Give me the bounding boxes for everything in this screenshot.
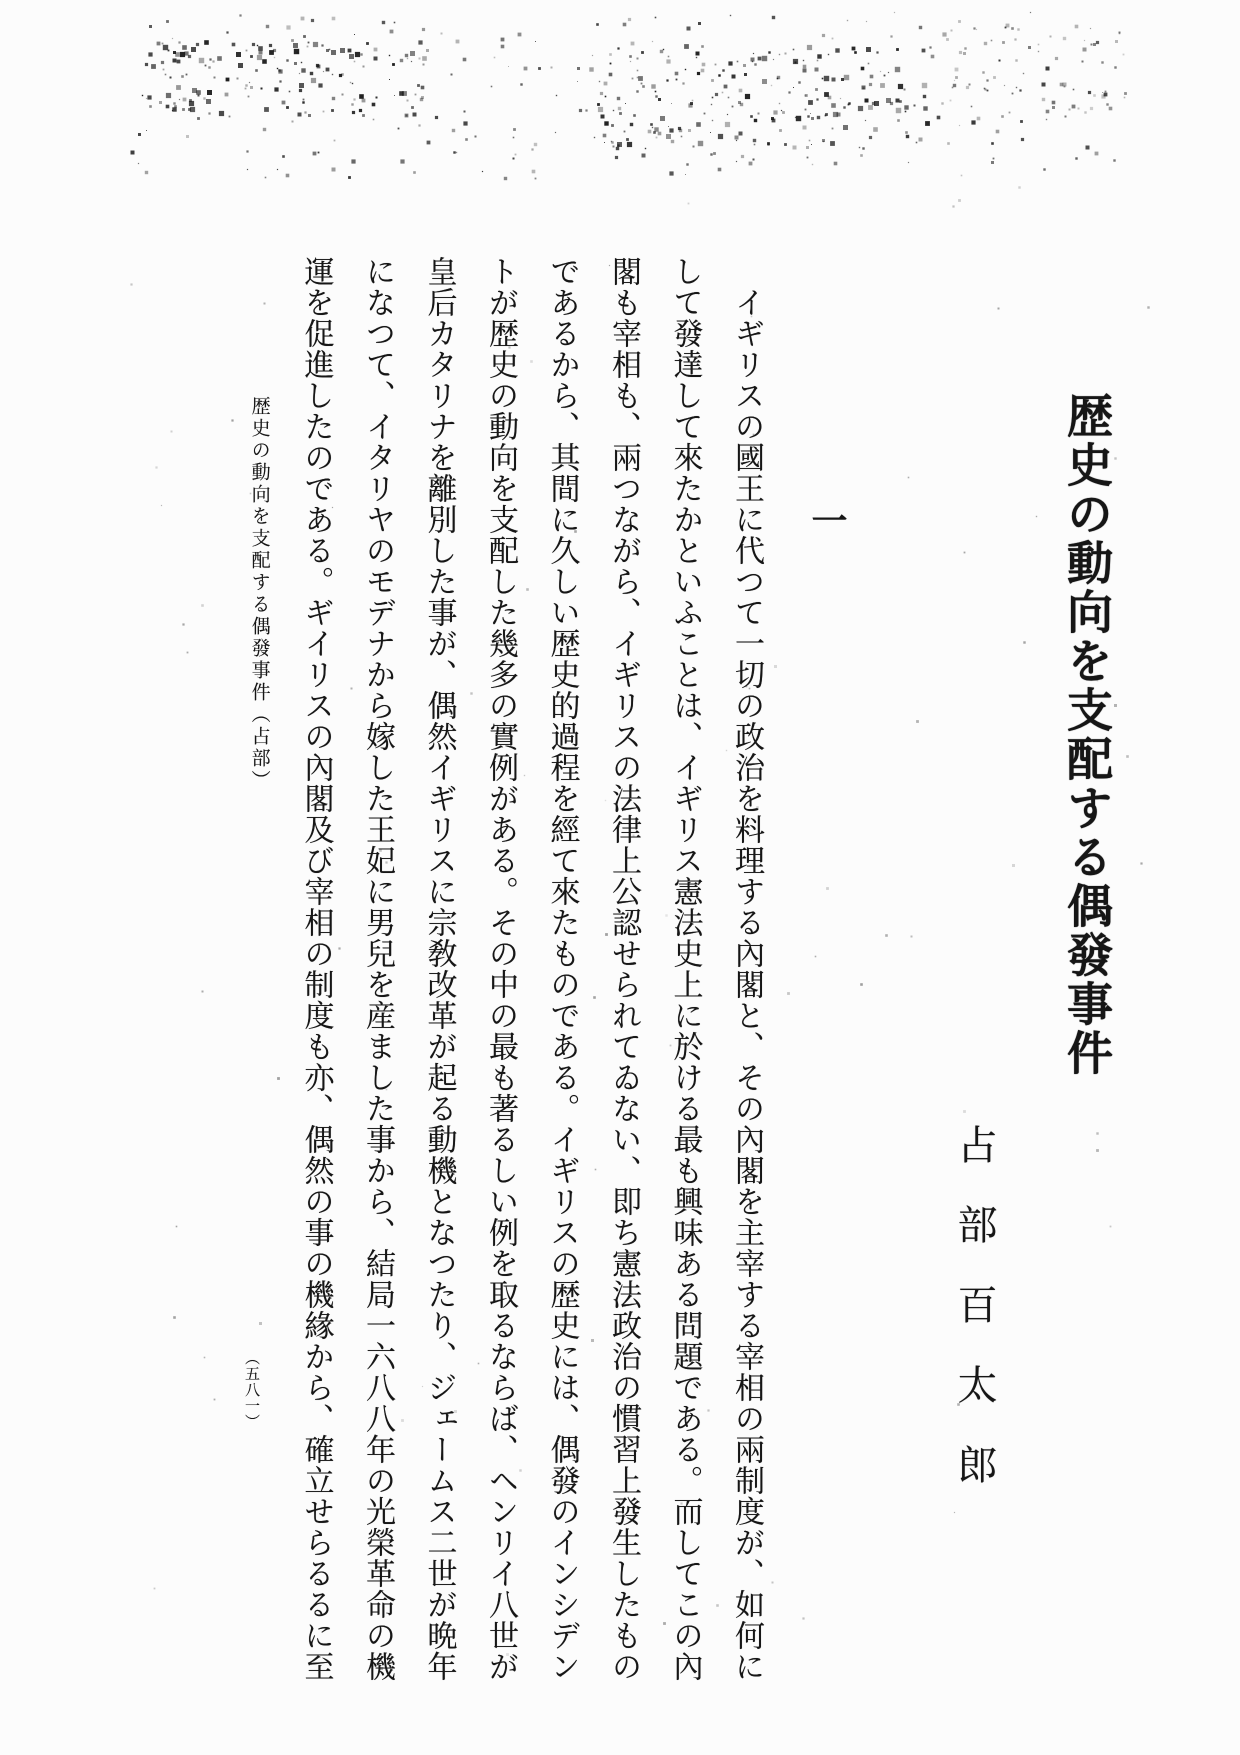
body-column: 閣も宰相も、兩つながら、イギリスの法律上公認せられてゐない、即ち憲法政治の慣習上發生したもの <box>606 256 641 1682</box>
body-column: 運を促進したのである。ギイリスの內閣及び宰相の制度も亦、偶然の事の機緣から、確立せらるるに至 <box>298 256 334 1682</box>
article-title: 歴史の動向を支配する偶發事件 <box>1060 392 1114 1078</box>
page-number: （五八一） <box>243 1350 261 1430</box>
scan-noise-dots <box>0 0 1 1</box>
running-title: 歴史の動向を支配する偶發事件（占部） <box>248 396 271 792</box>
body-column: トが歴史の動向を支配した幾多の實例がある。その中の最も著るしい例を取るならば、ヘンリイ八世が <box>483 256 518 1682</box>
body-column: 皇后カタリナを離別した事が、偶然イギリスに宗敎改革が起る動機となつたり、ジェームス二世が晩年 <box>421 256 457 1682</box>
body-column: イギリスの國王に代つて一切の政治を料理する內閣と、その內閣を主宰する宰相の兩制度が、如何に <box>729 287 764 1682</box>
article-body <box>300 256 762 1686</box>
author-name: 占部百太郎 <box>951 1124 997 1524</box>
body-column: であるから、其間に久しい歴史的過程を經て來たものである。イギリスの歴史には、偶發のインシデン <box>544 256 580 1682</box>
section-number: 一 <box>806 502 848 538</box>
body-column: になつて、イタリヤのモデナから嫁した王妃に男兒を産ました事から、結局一六八八年の光榮革命の機 <box>360 256 395 1682</box>
body-column: して發達して來たかといふことは、イギリス憲法史上に於ける最も興味ある問題である。而してこの內 <box>667 256 703 1682</box>
